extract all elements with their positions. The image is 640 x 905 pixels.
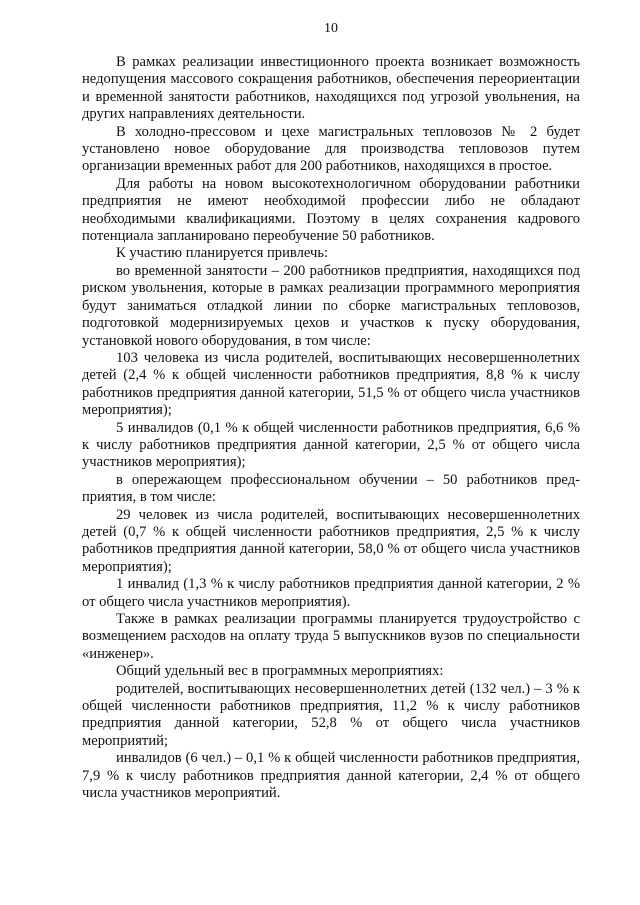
- paragraph: инвалидов (6 чел.) – 0,1 % к общей численности работников предприятия, 7,9 % к числу работников предприятия данной категории, 2,4 % от общего числа участников мероприятий.: [82, 750, 580, 802]
- page-number: 10: [324, 21, 338, 36]
- paragraph: в опережающем профессиональном обучении – 50 работников предприятия, в том числе:: [82, 471, 580, 506]
- body-text: [82, 54, 580, 802]
- paragraph: 1 инвалид (1,3 % к числу работников предприятия данной категории, 2 % от общего числа участников мероприятия).: [82, 576, 580, 610]
- paragraph: 103 человека из числа родителей, воспитывающих несовершеннолетних детей (2,4 % к общей численности работников предприятия, 8,8 % к числу работников предприятия данной категории, 51,5 % от общего числа участников мероприятия);: [82, 349, 580, 419]
- paragraph: К участию планируется привлечь:: [116, 245, 329, 262]
- paragraph: во временной занятости – 200 работников предприятия, находящихся под риском увольнения, которые в рамках реализации программного мероприятия будут заниматься отладкой линии по сборке магистральных тепловозов, подготовкой модернизируемых цехов и участков к пуску оборудования, установкой нового оборудования, в том числе:: [82, 262, 580, 349]
- paragraph: Также в рамках реализации программы планируется трудоустройство с возмещением расходов на оплату труда 5 выпускников вузов по специальности «инженер».: [82, 611, 580, 662]
- paragraph: 5 инвалидов (0,1 % к общей численности работников предприятия, 6,6 % к числу работников предприятия данной категории, 2,5 % от общего числа участников мероприятия);: [82, 419, 580, 471]
- paragraph: Для работы на новом высокотехнологичном оборудовании работники предприятия не имеют необходимой профессии либо не обладают необходимыми квалификациями. Поэтому в целях сохранения кадрового потенциала запланировано переобучение 50 работников.: [82, 175, 580, 245]
- paragraph: В холодно-прессовом и цехе магистральных тепловозов № 2 будет установлено новое оборудование для производства тепловозов путем организации временных работ для 200 работников, находящихся в простое.: [82, 123, 580, 175]
- paragraph: В рамках реализации инвестиционного проекта возникает возможность недопущения массового сокращения работников, обеспечения переориентации и временной занятости работников, находящихся под угрозой увольнения, на других направлениях деятельности.: [82, 54, 580, 123]
- paragraph: Общий удельный вес в программных мероприятиях:: [116, 663, 444, 680]
- paragraph: родителей, воспитывающих несовершеннолетних детей (132 чел.) – 3 % к общей численности работников предприятия, 11,2 % к числу работников предприятия данной категории, 52,8 % от общего числа участников мероприятий;: [82, 680, 580, 749]
- paragraph: 29 человек из числа родителей, воспитывающих несовершеннолетних детей (0,7 % к общей численности работников предприятия, 2,5 % к числу работников предприятия данной категории, 58,0 % от общего числа участников мероприятия);: [82, 506, 580, 575]
